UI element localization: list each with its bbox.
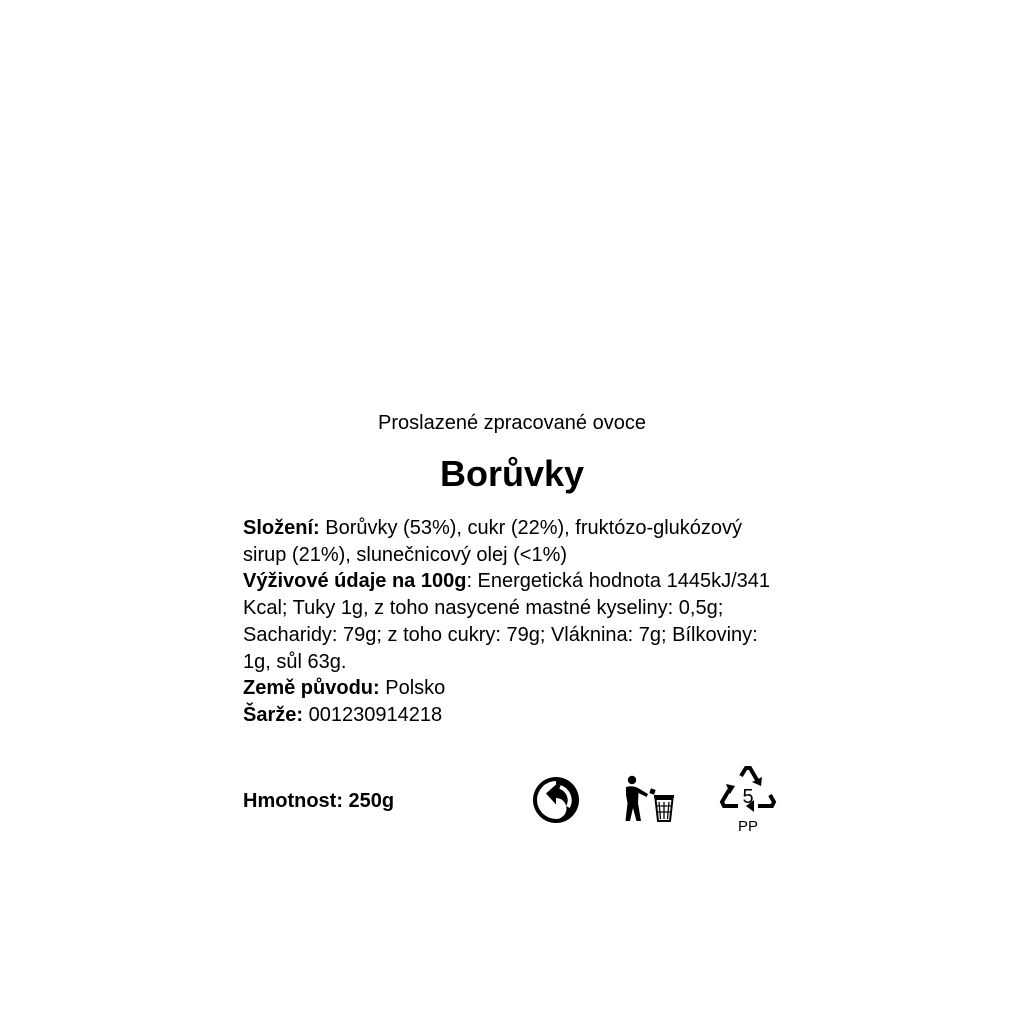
product-title: Borůvky: [439, 453, 585, 494]
nutrition-text: : Energetická hodnota 1445kJ/341 Kcal; Tuky 1g, z toho nasycené mastné kyseliny: 0,5g; Sacharidy: 79g; z toho cukry: 79g; Vláknina: 7g; Bílkoviny: 1g, sůl 63g.: [243, 570, 770, 673]
tidyman-icon: [624, 775, 674, 823]
recycle-pp-icon: [716, 762, 780, 820]
composition-line: [243, 515, 783, 568]
net-weight: Hmotnost: 250g: [243, 790, 395, 812]
green-dot-icon: [533, 777, 579, 823]
origin-text: Polsko: [379, 677, 446, 700]
nutrition-line: [243, 568, 783, 675]
composition-label: Složení:: [243, 517, 320, 539]
origin-line: [243, 675, 783, 702]
composition-text: Borůvky (53%), cukr (22%), fruktózo-glukózový sirup (21%), slunečnicový olej (<1%): [243, 517, 743, 566]
batch-label: Šarže:: [243, 703, 304, 726]
batch-text: 001230914218: [303, 703, 443, 726]
recycle-code: PP: [737, 818, 758, 835]
product-subtitle: Proslazené zpracované ovoce: [378, 412, 646, 434]
recycle-number: 5: [742, 786, 754, 808]
origin-label: Země původu:: [243, 677, 380, 700]
batch-line: [243, 702, 783, 729]
product-details: [243, 515, 783, 729]
nutrition-label: Výživové údaje na 100g: [243, 570, 467, 593]
